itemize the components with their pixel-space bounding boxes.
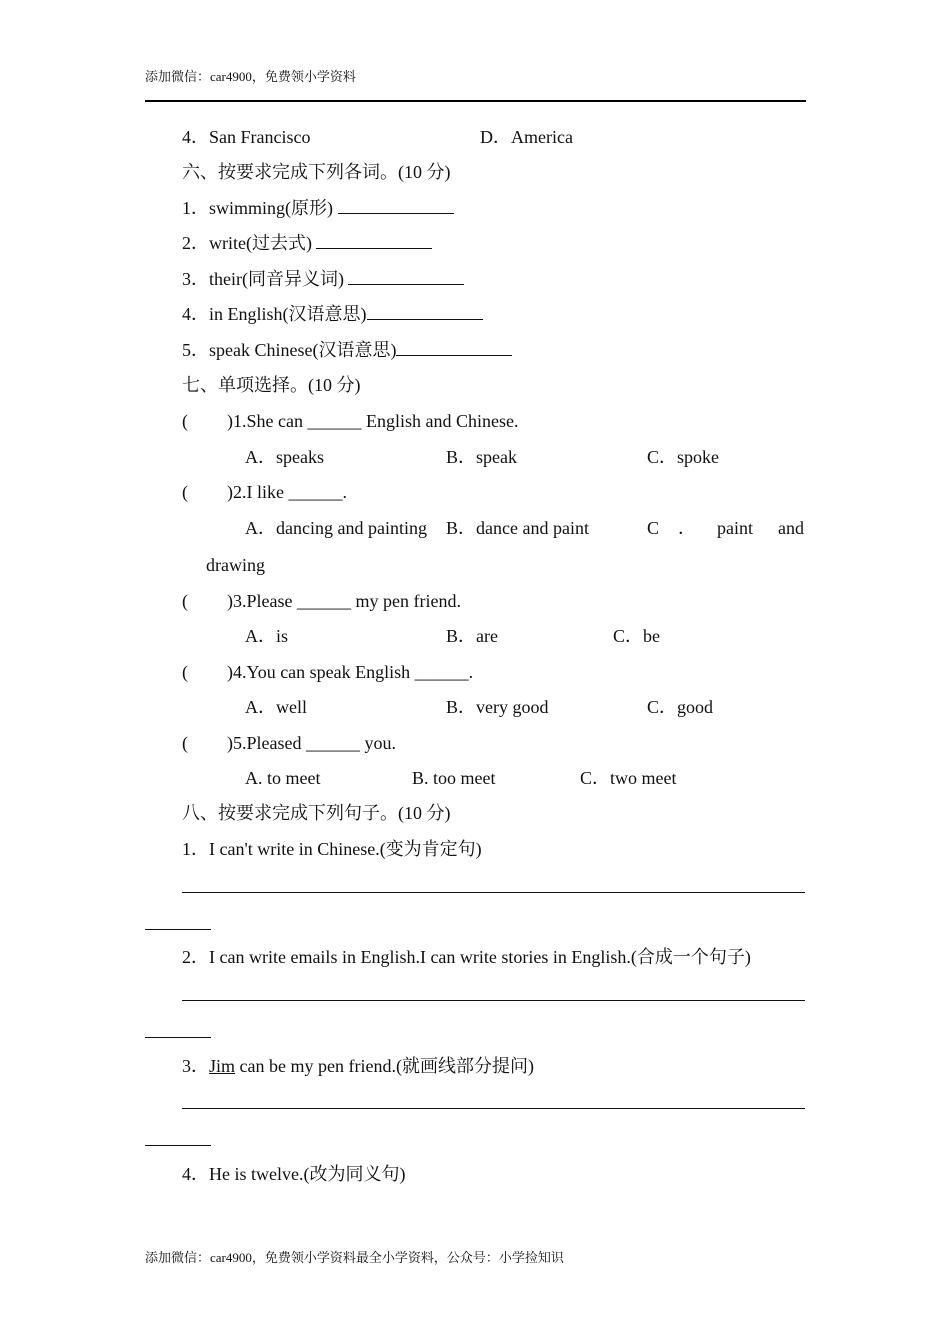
sec8-sentence-4: 4．He is twelve.(改为同义句) [182, 1164, 406, 1184]
answer-line[interactable] [182, 892, 805, 893]
answer-line-continuation[interactable] [145, 1145, 211, 1146]
q3-option-c[interactable]: C．be [613, 626, 660, 646]
q4-option-c[interactable]: C．good [647, 697, 714, 717]
q1-option-a[interactable]: A．speaks [245, 447, 324, 467]
page-header: 添加微信：car4900，免费领小学资料 [145, 69, 356, 84]
q3-paren[interactable]: ( [182, 591, 188, 611]
header-divider [145, 100, 806, 102]
q5-stem: )5.Pleased ______ you. [227, 733, 396, 753]
prev-item-left: 4．San Francisco [182, 127, 311, 147]
sec6-item-1: 1．swimming(原形) [182, 197, 454, 219]
q2-paren[interactable]: ( [182, 482, 188, 502]
q2-option-b[interactable]: B．dance and paint [446, 518, 589, 538]
q4-option-a[interactable]: A．well [245, 697, 307, 717]
answer-blank[interactable] [396, 339, 512, 356]
q2-option-c-dot: ． [678, 518, 696, 538]
underlined-word: Jim [209, 1056, 236, 1076]
answer-blank[interactable] [367, 303, 483, 320]
q4-paren[interactable]: ( [182, 662, 188, 682]
sec6-item-3: 3．their(同音异义词) [182, 268, 464, 290]
answer-line-continuation[interactable] [145, 1037, 211, 1038]
q3-option-b[interactable]: B．are [446, 626, 498, 646]
q1-paren[interactable]: ( [182, 411, 188, 431]
answer-line[interactable] [182, 1000, 805, 1001]
q5-option-b[interactable]: B. too meet [412, 768, 496, 788]
section-7-title: 七、单项选择。(10 分) [182, 375, 361, 395]
sec6-item-4: 4．in English(汉语意思) [182, 303, 483, 325]
answer-line[interactable] [182, 1108, 805, 1109]
q5-option-a[interactable]: A. to meet [245, 768, 321, 788]
answer-blank[interactable] [316, 232, 432, 249]
q2-option-c-letter[interactable]: C [647, 518, 660, 538]
q2-option-c-word3: drawing [206, 555, 265, 575]
q5-option-c[interactable]: C．two meet [580, 768, 677, 788]
answer-line-continuation[interactable] [145, 929, 211, 930]
q2-option-a[interactable]: A．dancing and painting [245, 518, 427, 538]
q2-option-c-word1: paint [717, 518, 753, 538]
q3-option-a[interactable]: A．is [245, 626, 289, 646]
answer-blank[interactable] [348, 268, 464, 285]
sec6-item-5: 5．speak Chinese(汉语意思) [182, 339, 512, 361]
sec8-sentence-2: 2．I can write emails in English.I can write stories in English.(合成一个句子) [182, 947, 751, 967]
q1-option-c[interactable]: C．spoke [647, 447, 719, 467]
prev-item-right: D．America [480, 127, 573, 147]
q4-stem: )4.You can speak English ______. [227, 662, 474, 682]
q1-stem: )1.She can ______ English and Chinese. [227, 411, 519, 431]
page-footer: 添加微信：car4900，免费领小学资料最全小学资料，公众号：小学捡知识 [145, 1250, 564, 1265]
section-8-title: 八、按要求完成下列句子。(10 分) [182, 803, 451, 823]
q2-stem: )2.I like ______. [227, 482, 347, 502]
q2-option-c-word2: and [778, 518, 804, 538]
section-6-title: 六、按要求完成下列各词。(10 分) [182, 162, 451, 182]
sec8-sentence-3: 3．Jim can be my pen friend.(就画线部分提问) [182, 1056, 534, 1076]
answer-blank[interactable] [338, 197, 454, 214]
sec6-item-2: 2．write(过去式) [182, 232, 432, 254]
q5-paren[interactable]: ( [182, 733, 188, 753]
q4-option-b[interactable]: B．very good [446, 697, 549, 717]
q1-option-b[interactable]: B．speak [446, 447, 517, 467]
q3-stem: )3.Please ______ my pen friend. [227, 591, 461, 611]
sec8-sentence-1: 1．I can't write in Chinese.(变为肯定句) [182, 839, 482, 859]
